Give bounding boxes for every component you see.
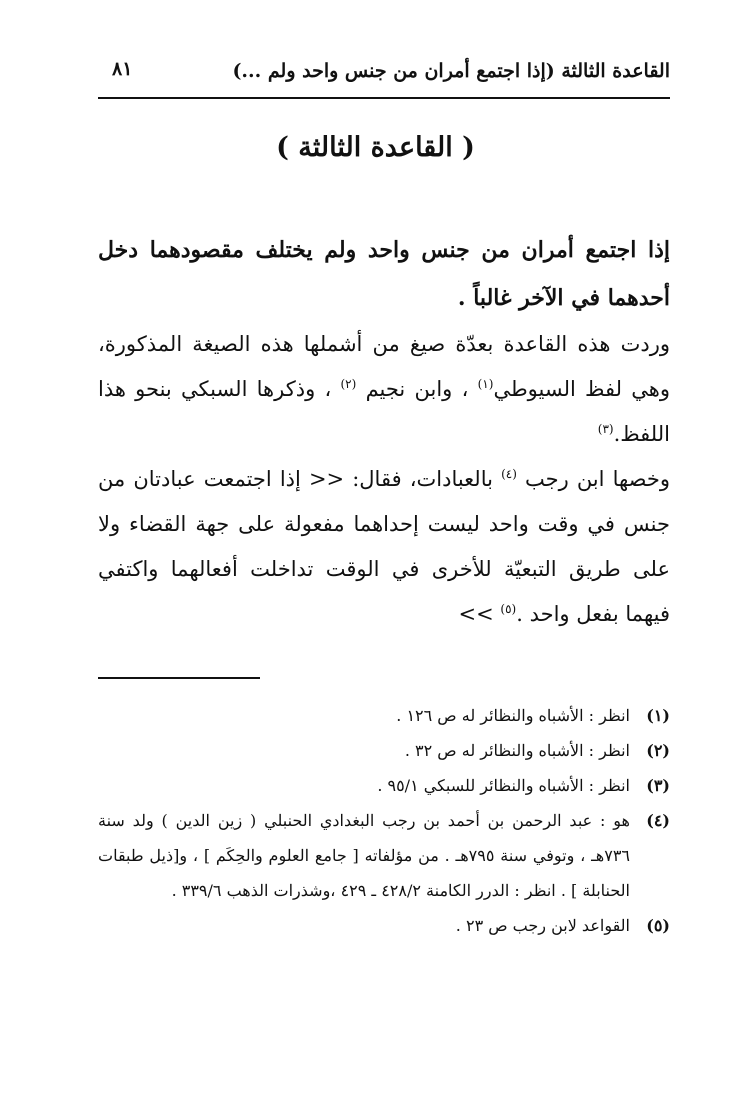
paragraph-text: ، وابن نجيم	[365, 377, 469, 401]
footnote-separator	[98, 677, 260, 679]
footnote-item	[98, 803, 670, 908]
footnote-number: (٥)	[646, 916, 670, 935]
header-rule	[98, 97, 670, 99]
paragraph-text: بالعبادات، فقال: << إذا اجتمعت عبادتان من جنس في وقت واحد ليست إحداهما مفعولة على جهة القضاء ولا على طريق التبعيّة للأخرى في الوقت تداخلت أفعالهما واكتفي فيهما بفعل واحد .	[98, 467, 670, 626]
footnote-item	[98, 908, 670, 943]
closing-quote: >>	[458, 602, 494, 626]
footnote-ref-5[interactable]: (٥)	[500, 602, 517, 616]
footnote-ref-2[interactable]: (٢)	[340, 377, 357, 391]
footnote-item	[98, 698, 670, 733]
footnote-text: القواعد لابن رجب ص ٢٣ .	[455, 916, 630, 935]
footnote-number: (٣)	[646, 776, 670, 795]
running-title: القاعدة الثالثة (إذا اجتمع أمران من جنس واحد ولم ...)	[232, 60, 670, 82]
footnote-number: (١)	[646, 706, 670, 725]
footnote-ref-4[interactable]: (٤)	[501, 467, 517, 481]
footnote-text: انظر : الأشباه والنظائر له ص ١٢٦ .	[396, 706, 630, 725]
page-number: ٨١	[112, 58, 133, 80]
paragraph-ibn-rajab	[98, 457, 670, 637]
paragraph-wordings	[98, 322, 670, 457]
body-text	[98, 226, 670, 637]
footnote-text: هو : عبد الرحمن بن أحمد بن رجب البغدادي الحنبلي ( زين الدين ) ولد سنة ٧٣٦هـ ، وتوفي سنة ٧٩٥هـ . من مؤلفاته [ جامع العلوم والحِكَم ] ، و[ذيل طبقات الحنابلة ] . انظر : الدرر الكامنة ٤٢٨/٢ ـ ٤٢٩ ،وشذرات الذهب ٣٣٩/٦ .	[98, 811, 630, 900]
footnotes	[98, 698, 670, 943]
chapter-title: ( القاعدة الثالثة )	[276, 132, 475, 163]
paragraph-text: ، وذكرها السبكي بنحو هذا اللفظ.	[98, 377, 670, 446]
footnote-text: انظر : الأشباه والنظائر للسبكي ٩٥/١ .	[377, 776, 630, 795]
rule-statement: إذا اجتمع أمران من جنس واحد ولم يختلف مقصودهما دخل أحدهما في الآخر غالباً .	[98, 237, 670, 311]
paragraph-text: وخصها ابن رجب	[524, 467, 670, 491]
footnote-number: (٤)	[646, 811, 670, 830]
footnote-item	[98, 768, 670, 803]
footnote-text: انظر : الأشباه والنظائر له ص ٣٢ .	[404, 741, 630, 760]
paragraph-text: وردت هذه القاعدة بعدّة صيغ من أشملها هذه الصيغة المذكورة، وهي لفظ السيوطي	[98, 332, 670, 401]
footnote-ref-1[interactable]: (١)	[477, 377, 494, 391]
running-header	[98, 56, 670, 96]
footnote-ref-3[interactable]: (٣)	[597, 422, 614, 436]
footnote-item	[98, 733, 670, 768]
footnote-number: (٢)	[646, 741, 670, 760]
